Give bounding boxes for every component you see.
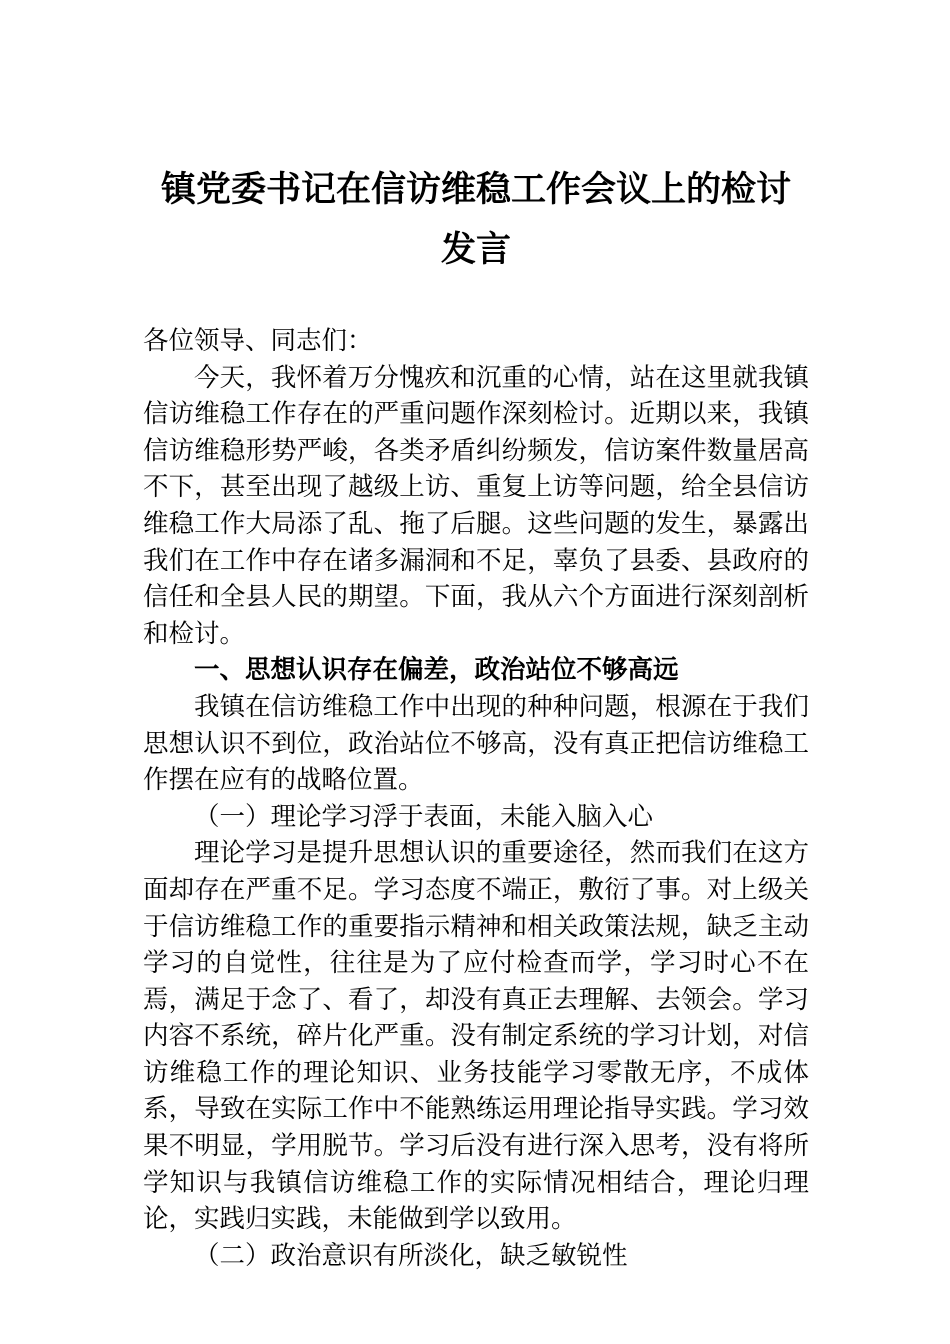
body-paragraph-opening: 今天，我怀着万分愧疚和沉重的心情，站在这里就我镇信访维稳工作存在的严重问题作深刻检讨。近期以来，我镇信访维稳形势严峻，各类矛盾纠纷频发，信访案件数量居高不下，甚至出现了越级上访、重复上访等问题，给全县信访维稳工作大局添了乱、拖了后腿。这些问题的发生，暴露出我们在工作中存在诸多漏洞和不足，辜负了县委、县政府的信任和全县人民的期望。下面，我从六个方面进行深刻剖析和检讨。 bbox=[143, 362, 809, 649]
page-title-line-1: 镇党委书记在信访维稳工作会议上的检讨 bbox=[160, 170, 791, 210]
salutation-line: 各位领导、同志们： bbox=[143, 326, 373, 356]
document-content-column bbox=[143, 0, 809, 1274]
page-title-line-2: 发言 bbox=[440, 230, 511, 270]
subsection-heading-1-1: （一）理论学习浮于表面，未能入脑入心 bbox=[194, 801, 654, 832]
body-paragraph-subsection-1-1: 理论学习是提升思想认识的重要途径，然而我们在这方面却存在严重不足。学习态度不端正，敷衍了事。对上级关于信访维稳工作的重要指示精神和相关政策法规，缺乏主动学习的自觉性，往往是为了应付检查而学，学习时心不在焉，满足于念了、看了，却没有真正去理解、去领会。学习内容不系统，碎片化严重。没有制定系统的学习计划，对信访维稳工作的理论知识、业务技能学习零散无序，不成体系，导致在实际工作中不能熟练运用理论指导实践。学习效果不明显，学用脱节。学习后没有进行深入思考，没有将所学知识与我镇信访维稳工作的实际情况相结合，理论归理论，实践归实践，未能做到学以致用。 bbox=[143, 838, 809, 1235]
title-body-spacer bbox=[143, 280, 809, 323]
subsection-heading-1-2: （二）政治意识有所淡化，缺乏敏锐性 bbox=[194, 1240, 628, 1271]
body-paragraph-section-1-intro: 我镇在信访维稳工作中出现的种种问题，根源在于我们思想认识不到位，政治站位不够高，没有真正把信访维稳工作摆在应有的战略位置。 bbox=[143, 691, 809, 796]
page-title bbox=[143, 0, 809, 280]
section-heading-1: 一、思想认识存在偏差，政治站位不够高远 bbox=[194, 655, 679, 686]
